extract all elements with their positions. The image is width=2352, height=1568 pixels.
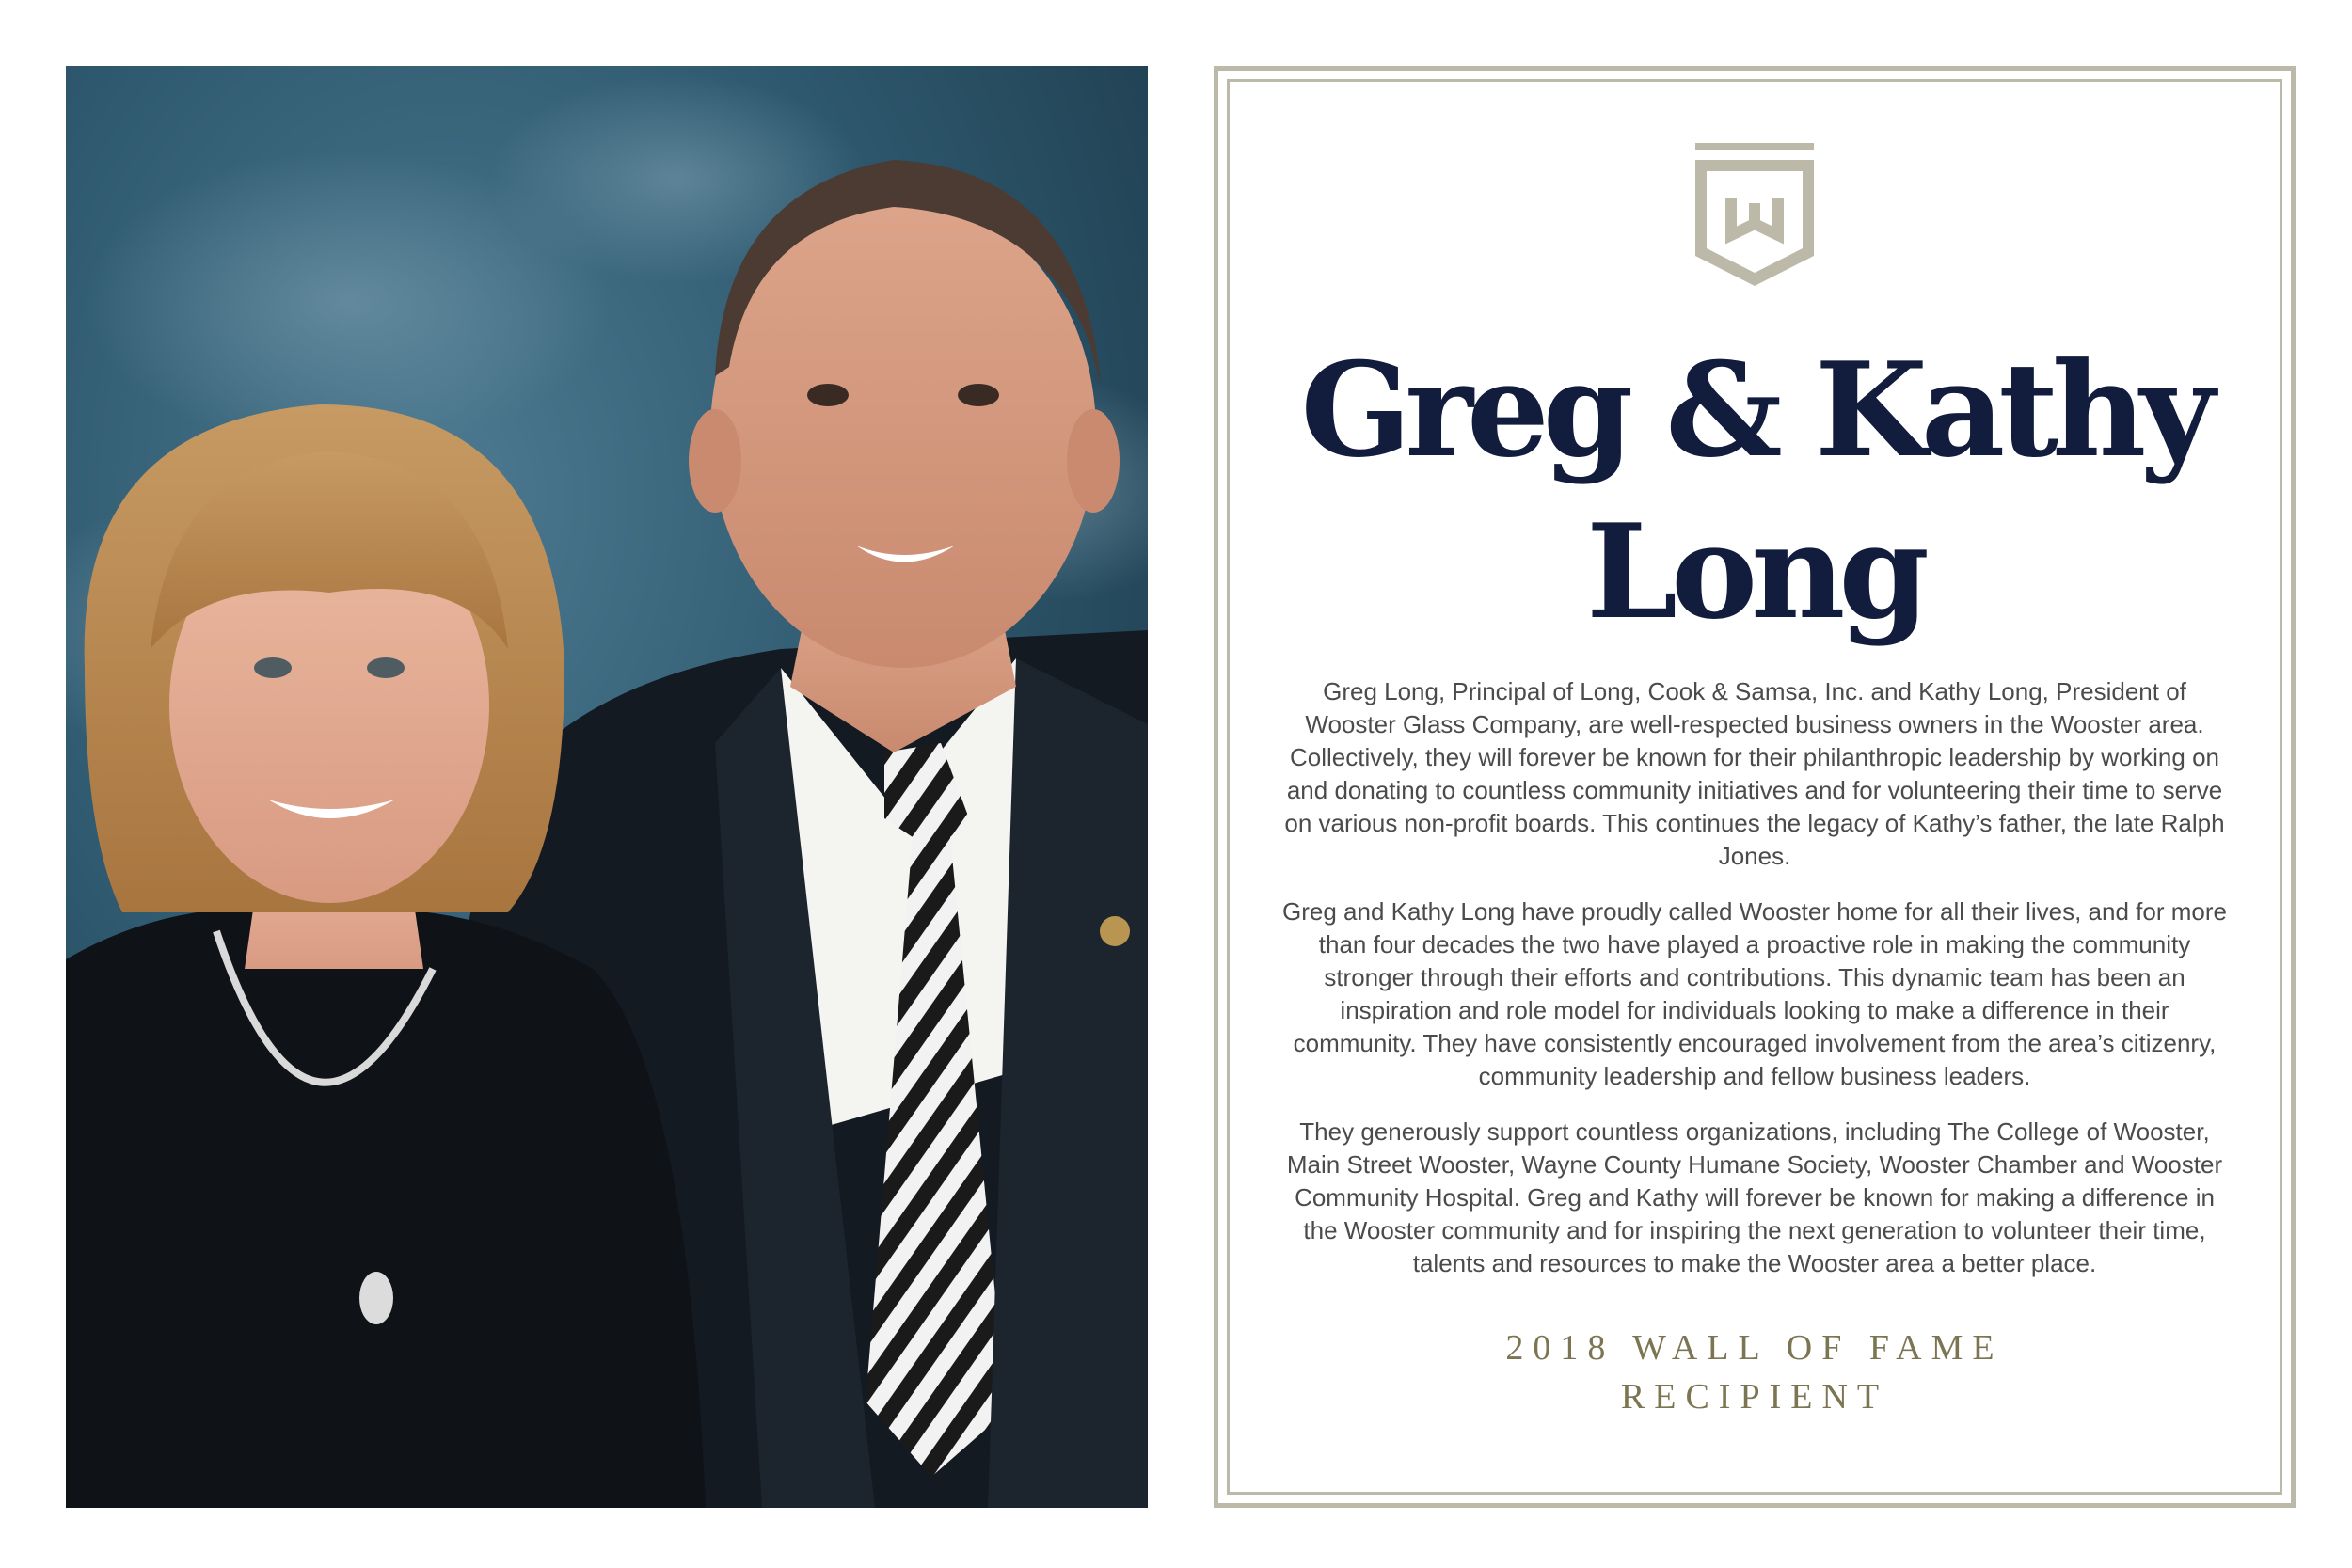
plaque-inner-frame bbox=[1227, 79, 2282, 1495]
award-line-1: 2018 WALL OF FAME bbox=[1505, 1328, 2004, 1368]
portrait-image bbox=[66, 66, 1148, 1508]
award-line-2: RECIPIENT bbox=[1620, 1377, 1889, 1417]
plaque-panel bbox=[1214, 66, 2296, 1508]
honoree-name-title bbox=[1300, 329, 2208, 653]
biography-paragraph-1: Greg Long, Principal of Long, Cook & Samsa, Inc. and Kathy Long, President of Wooster Glass Company, are well-respected business owners in the Wooster area. Collectively, they will forever be known for their philanthropic leadership by working on and donating to countless community initiatives and for volunteering their time to serve on various non-profit boards. This continues the legacy of Kathy’s father, the late Ralph Jones. bbox=[1284, 677, 2225, 870]
title-line-2: Long bbox=[1586, 495, 1923, 648]
biography-paragraph-3: They generously support countless organizations, including The College of Wooster, Main Street Wooster, Wayne County Humane Society, Wooster Chamber and Wooster Community Hospital. Greg and Kathy will forever be known for making a difference in the Wooster community and for inspiring the next generation to volunteer their time, talents and resources to make the Wooster area a better place. bbox=[1286, 1117, 2223, 1277]
title-line-1: Greg & Kathy bbox=[1300, 333, 2209, 486]
award-caption bbox=[1397, 1323, 2112, 1421]
shield-w-logo bbox=[1693, 141, 1816, 292]
biography-paragraph-2: Greg and Kathy Long have proudly called Wooster home for all their lives, and for more than four decades the two have played a proactive role in making the community stronger through their efforts and contributions. This dynamic team has been an inspiration and role model for individuals looking to make a difference in their community. They have consistently encouraged involvement from the area’s citizenry, community leadership and fellow business leaders. bbox=[1282, 897, 2227, 1090]
portrait-photo bbox=[66, 66, 1148, 1508]
biography-text bbox=[1279, 675, 2230, 1303]
shield-w-icon bbox=[1693, 141, 1816, 292]
